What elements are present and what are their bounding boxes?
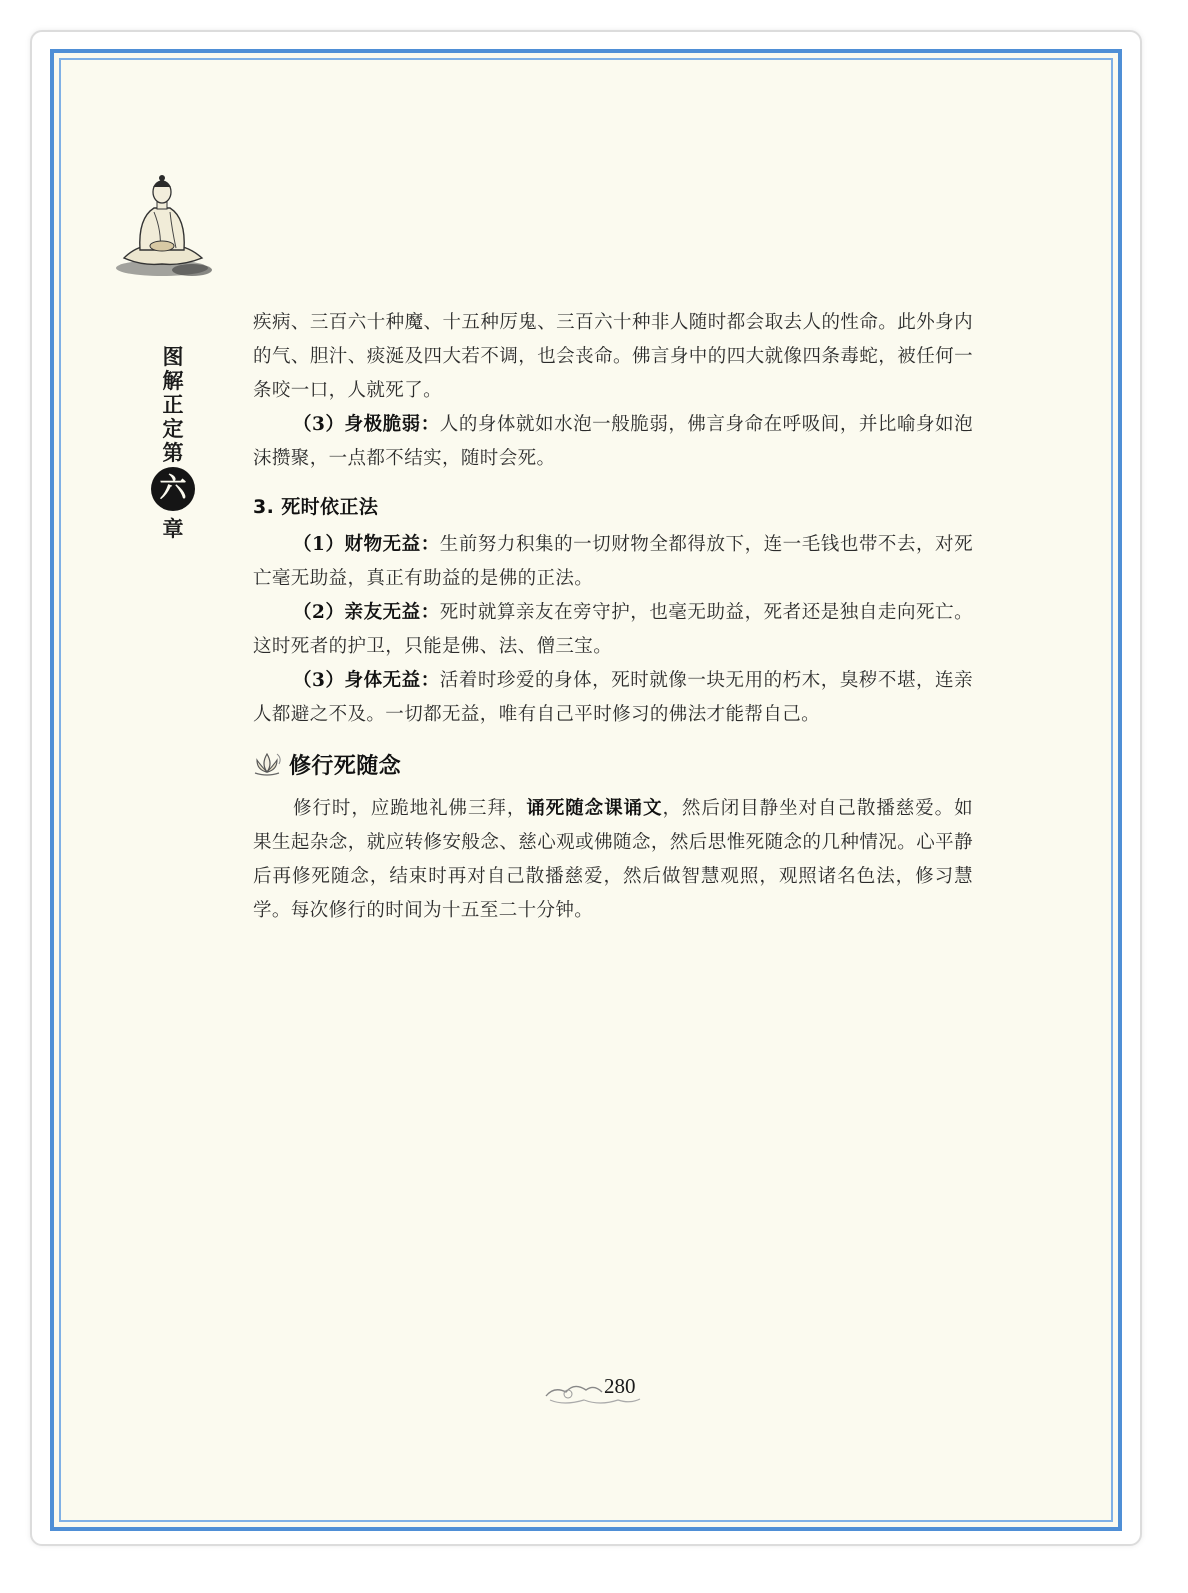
term-label: （3）身体无益： xyxy=(293,670,440,691)
sidebar-char: 第 xyxy=(162,441,184,465)
page-number: 280 xyxy=(604,1374,636,1398)
chapter-sidebar xyxy=(148,345,198,541)
lotus-icon xyxy=(249,746,285,782)
sidebar-char: 正 xyxy=(162,393,184,417)
section-heading xyxy=(249,744,973,784)
sidebar-char: 解 xyxy=(162,369,184,393)
sidebar-char: 章 xyxy=(162,517,184,541)
body-text xyxy=(253,306,973,928)
emphasis: 诵死随念课诵文 xyxy=(526,798,663,819)
paragraph: （1）财物无益：生前努力积集的一切财物全都得放下，连一毛钱也带不去，对死亡毫无助益，真正有助益的是佛的正法。 xyxy=(253,534,974,589)
subsection-heading: 3. 死时依正法 xyxy=(253,496,379,518)
chapter-number-badge: 六 xyxy=(151,467,195,511)
sidebar-char: 图 xyxy=(162,345,184,369)
paragraph: （2）亲友无益：死时就算亲友在旁守护，也毫无助益，死者还是独自走向死亡。这时死者的护卫，只能是佛、法、僧三宝。 xyxy=(253,602,974,657)
paragraph: 疾病、三百六十种魔、十五种厉鬼、三百六十种非人随时都会取去人的性命。此外身内的气、胆汁、痰涎及四大若不调，也会丧命。佛言身中的四大就像四条毒蛇，被任何一条咬一口，人就死了。 xyxy=(253,312,973,401)
term-label: （2）亲友无益： xyxy=(293,602,440,623)
page-footer xyxy=(544,1372,644,1412)
paragraph: （3）身体无益：活着时珍爱的身体，死时就像一块无用的朽木，臭秽不堪，连亲人都避之不及。一切都无益，唯有自己平时修习的佛法才能帮自己。 xyxy=(253,670,974,725)
paragraph: （3）身极脆弱：人的身体就如水泡一般脆弱，佛言身命在呼吸间，并比喻身如泡沫攒聚，一点都不结实，随时会死。 xyxy=(253,414,974,469)
sidebar-char: 定 xyxy=(162,417,184,441)
term-label: （3）身极脆弱： xyxy=(293,414,440,435)
term-label: （1）财物无益： xyxy=(293,534,440,555)
paragraph: 修行时，应跪地礼佛三拜，诵死随念课诵文，然后闭目静坐对自己散播慈爱。如果生起杂念，就应转修安般念、慈心观或佛随念，然后思惟死随念的几种情况。心平静后再修死随念，结束时再对自己散播慈爱，然后做智慧观照，观照诸名色法，修习慧学。每次修行的时间为十五至二十分钟。 xyxy=(253,798,973,921)
section-title: 修行死随念 xyxy=(289,752,402,779)
buddha-illustration xyxy=(110,172,214,280)
